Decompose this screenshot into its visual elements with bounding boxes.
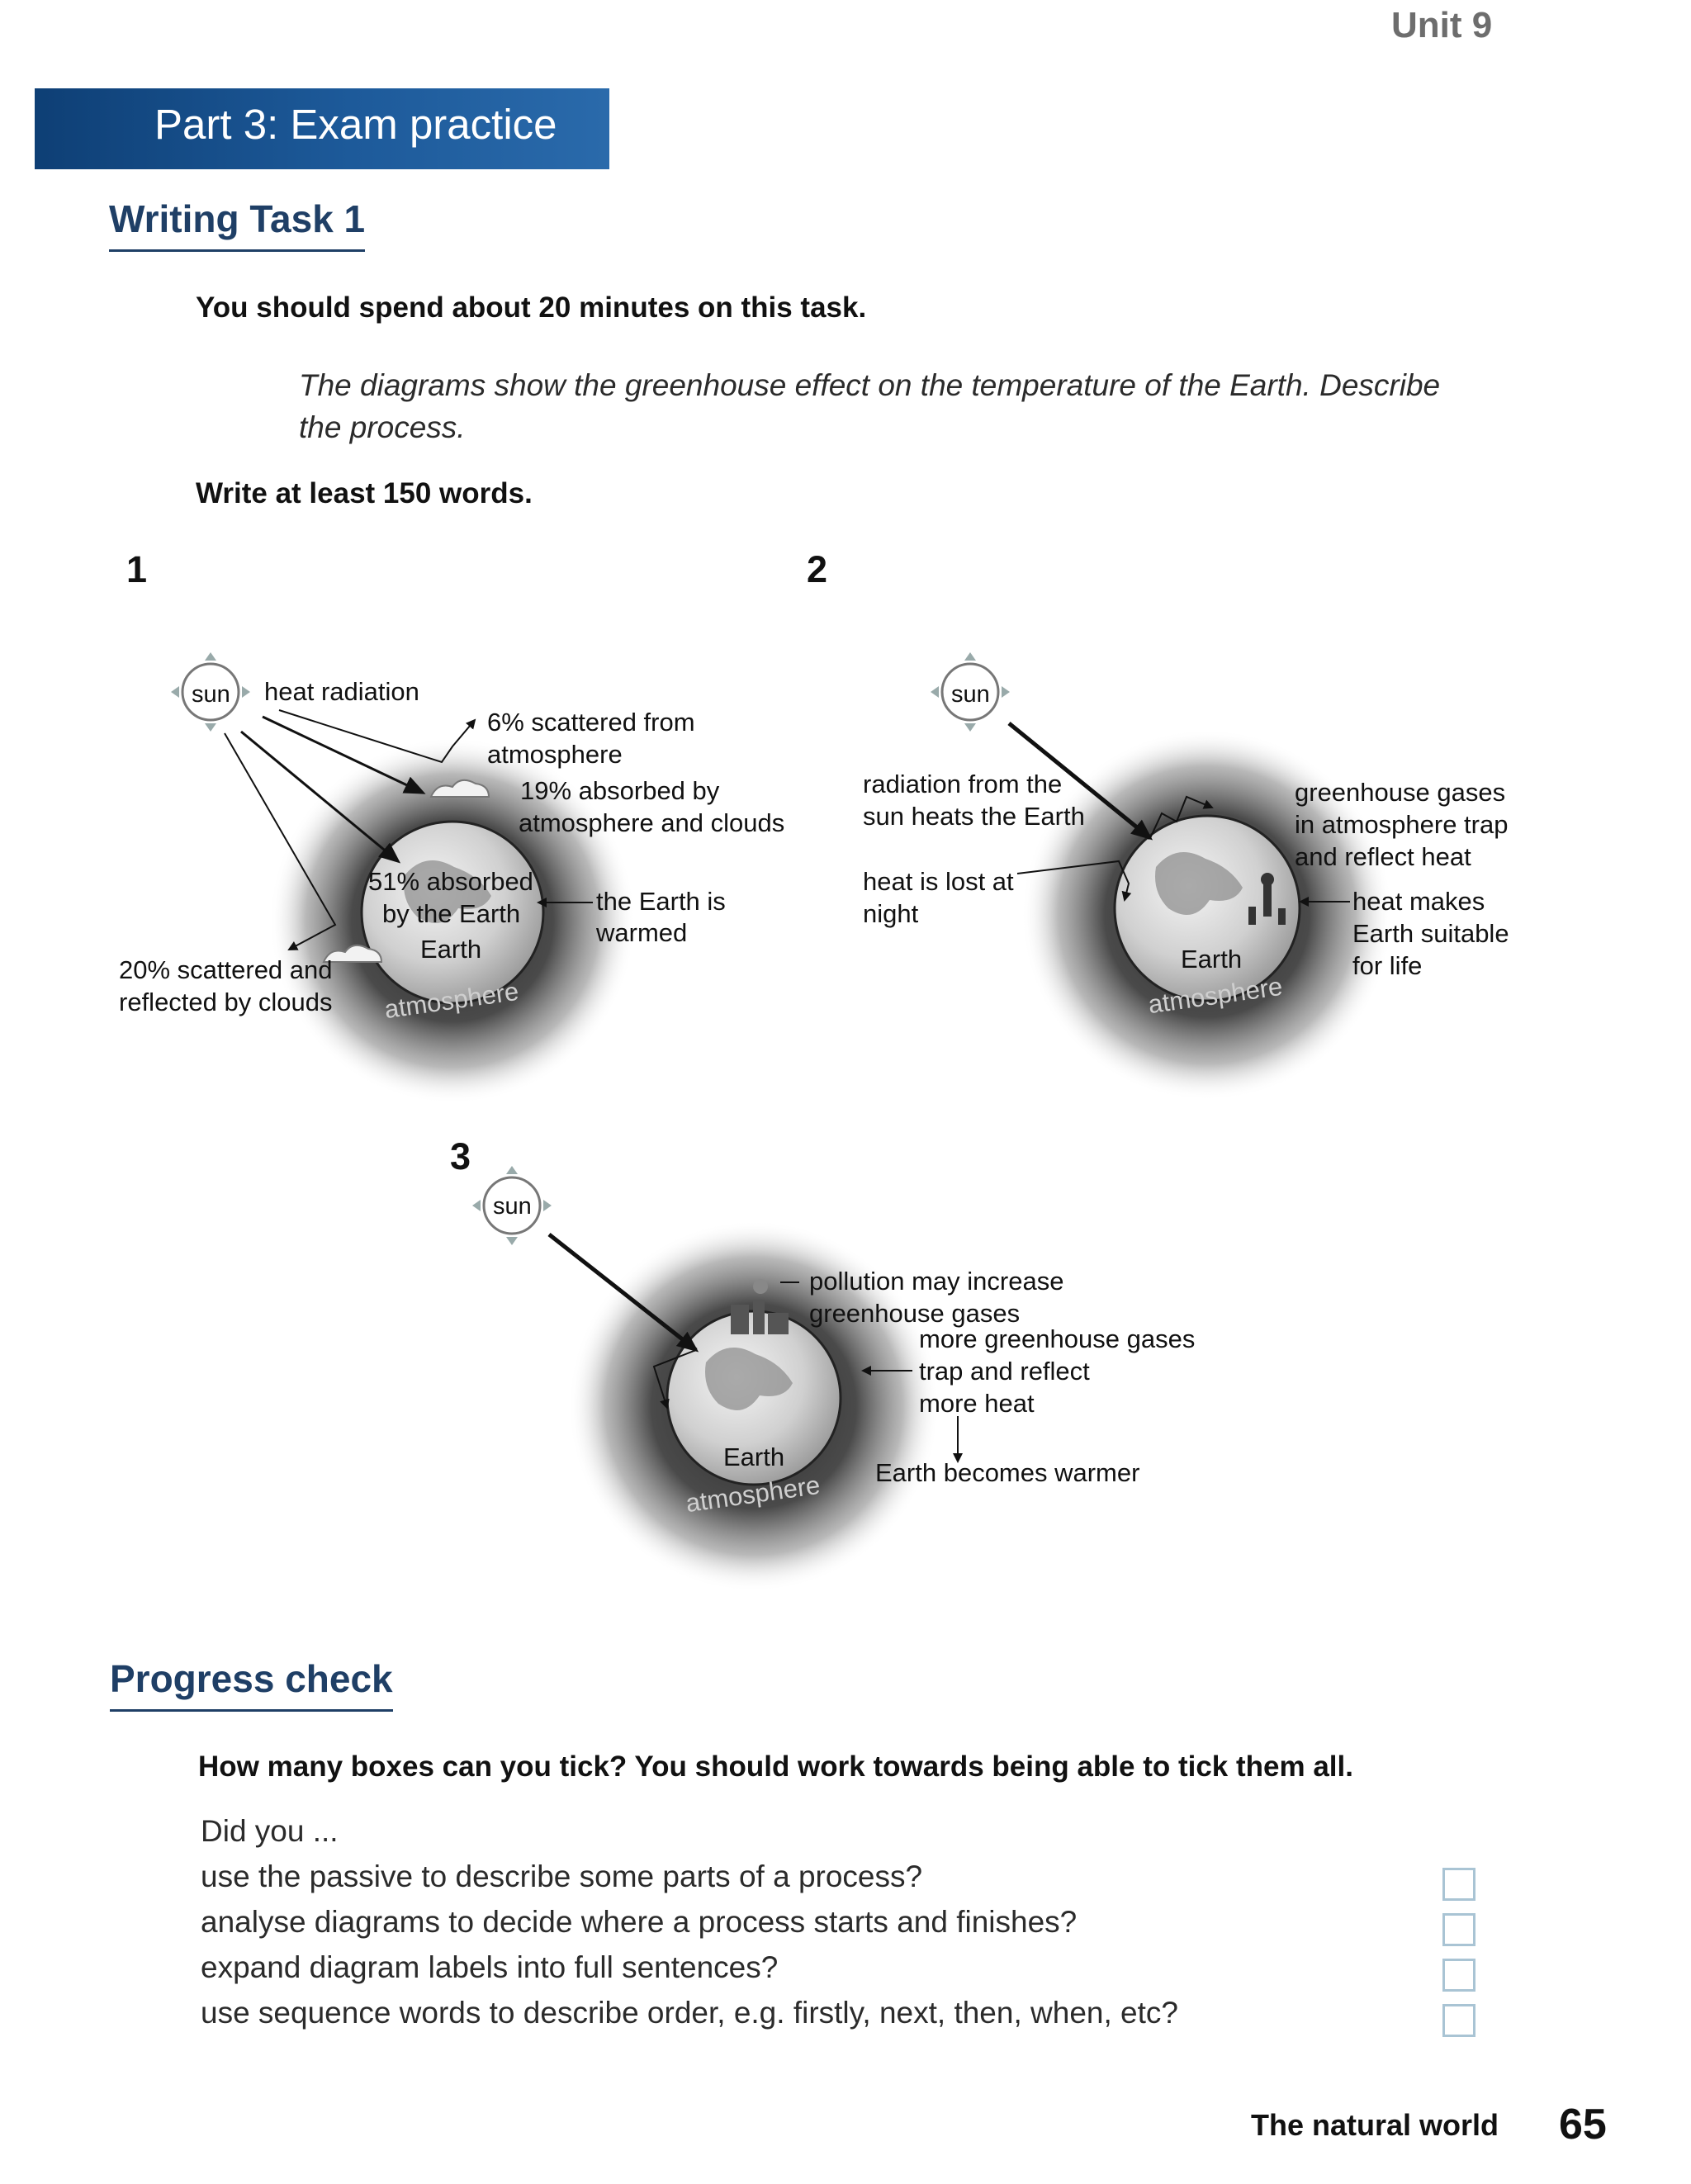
d3-more-1: more greenhouse gases xyxy=(919,1324,1196,1353)
d1-scattered-atmo-1: 6% scattered from xyxy=(487,708,695,737)
d3-sun-label: sun xyxy=(493,1193,532,1220)
d1-scattered-atmo-2: atmosphere xyxy=(487,740,623,769)
d1-warmed-2: warmed xyxy=(596,918,688,947)
d3-pollution-1: pollution may increase xyxy=(809,1267,1064,1296)
tick-box-4[interactable] xyxy=(1442,2004,1475,2037)
d1-scattered-clouds-1: 20% scattered and xyxy=(119,955,333,984)
d3-more-3: more heat xyxy=(919,1389,1035,1418)
d2-lost-1: heat is lost at xyxy=(863,867,1014,896)
progress-item-2: analyse diagrams to decide where a process starts and finishes? xyxy=(201,1905,1078,1939)
task-prompt: The diagrams show the greenhouse effect on the temperature of the Earth. Describe the process. xyxy=(299,368,1441,444)
d3-warmer: Earth becomes warmer xyxy=(875,1458,1140,1487)
progress-item-1: use the passive to describe some parts of a process? xyxy=(201,1859,923,1893)
d2-radiation-1: radiation from the xyxy=(863,770,1063,798)
d2-radiation-2: sun heats the Earth xyxy=(863,802,1085,831)
unit-label: Unit 9 xyxy=(1391,5,1493,45)
d1-sun-label: sun xyxy=(192,681,230,708)
d2-suitable-2: Earth suitable xyxy=(1352,919,1509,948)
progress-intro: Did you ... xyxy=(201,1814,339,1848)
banner-title: Part 3: Exam practice xyxy=(154,101,557,148)
progress-item-4: use sequence words to describe order, e.g. firstly, next, then, when, etc? xyxy=(201,1996,1178,2030)
d1-absorbed-earth-1: 51% absorbed xyxy=(368,867,533,896)
tick-box-2[interactable] xyxy=(1442,1913,1475,1946)
d1-absorbed-atmo-1: 19% absorbed by xyxy=(520,776,720,805)
progress-item-3: expand diagram labels into full sentences? xyxy=(201,1950,779,1984)
d3-more-2: trap and reflect xyxy=(919,1357,1090,1386)
d2-suitable-1: heat makes xyxy=(1352,887,1485,916)
d1-absorbed-atmo-2: atmosphere and clouds xyxy=(519,808,785,837)
diagram-3-number: 3 xyxy=(450,1135,471,1177)
d2-sun-label: sun xyxy=(951,681,990,708)
diagram-3 xyxy=(472,1166,958,1592)
diagram-1-number: 1 xyxy=(126,548,148,590)
time-instruction: You should spend about 20 minutes on this task. xyxy=(196,291,867,324)
d2-trap-2: in atmosphere trap xyxy=(1295,810,1509,839)
d2-earth-label: Earth xyxy=(1181,945,1243,974)
tick-box-3[interactable] xyxy=(1442,1959,1475,1992)
d3-pollution-2: greenhouse gases xyxy=(809,1299,1021,1328)
d1-atmosphere-label: atmosphere xyxy=(382,976,521,1025)
d2-atmosphere-label: atmosphere xyxy=(1146,971,1285,1020)
d1-warmed-1: the Earth is xyxy=(596,887,726,916)
tick-box-1[interactable] xyxy=(1442,1868,1475,1901)
d2-trap-1: greenhouse gases xyxy=(1295,778,1506,807)
progress-check-heading: Progress check xyxy=(110,1656,393,1712)
footer-title: The natural world xyxy=(1251,2108,1499,2142)
progress-instruction: How many boxes can you tick? You should work towards being able to tick them all. xyxy=(198,1751,1353,1783)
d2-trap-3: and reflect heat xyxy=(1295,842,1471,871)
writing-task-heading: Writing Task 1 xyxy=(109,197,365,252)
word-instruction: Write at least 150 words. xyxy=(196,477,533,509)
d1-heat-radiation: heat radiation xyxy=(264,677,419,706)
d1-earth-label: Earth xyxy=(420,935,482,964)
page-number: 65 xyxy=(1559,2101,1607,2148)
diagram-2-number: 2 xyxy=(807,548,828,590)
d3-atmosphere-label: atmosphere xyxy=(684,1470,822,1518)
d3-earth-label: Earth xyxy=(723,1443,785,1471)
d2-suitable-3: for life xyxy=(1352,951,1423,980)
d1-scattered-clouds-2: reflected by clouds xyxy=(119,988,333,1016)
d1-absorbed-earth-2: by the Earth xyxy=(382,899,521,928)
d2-lost-2: night xyxy=(863,899,919,928)
